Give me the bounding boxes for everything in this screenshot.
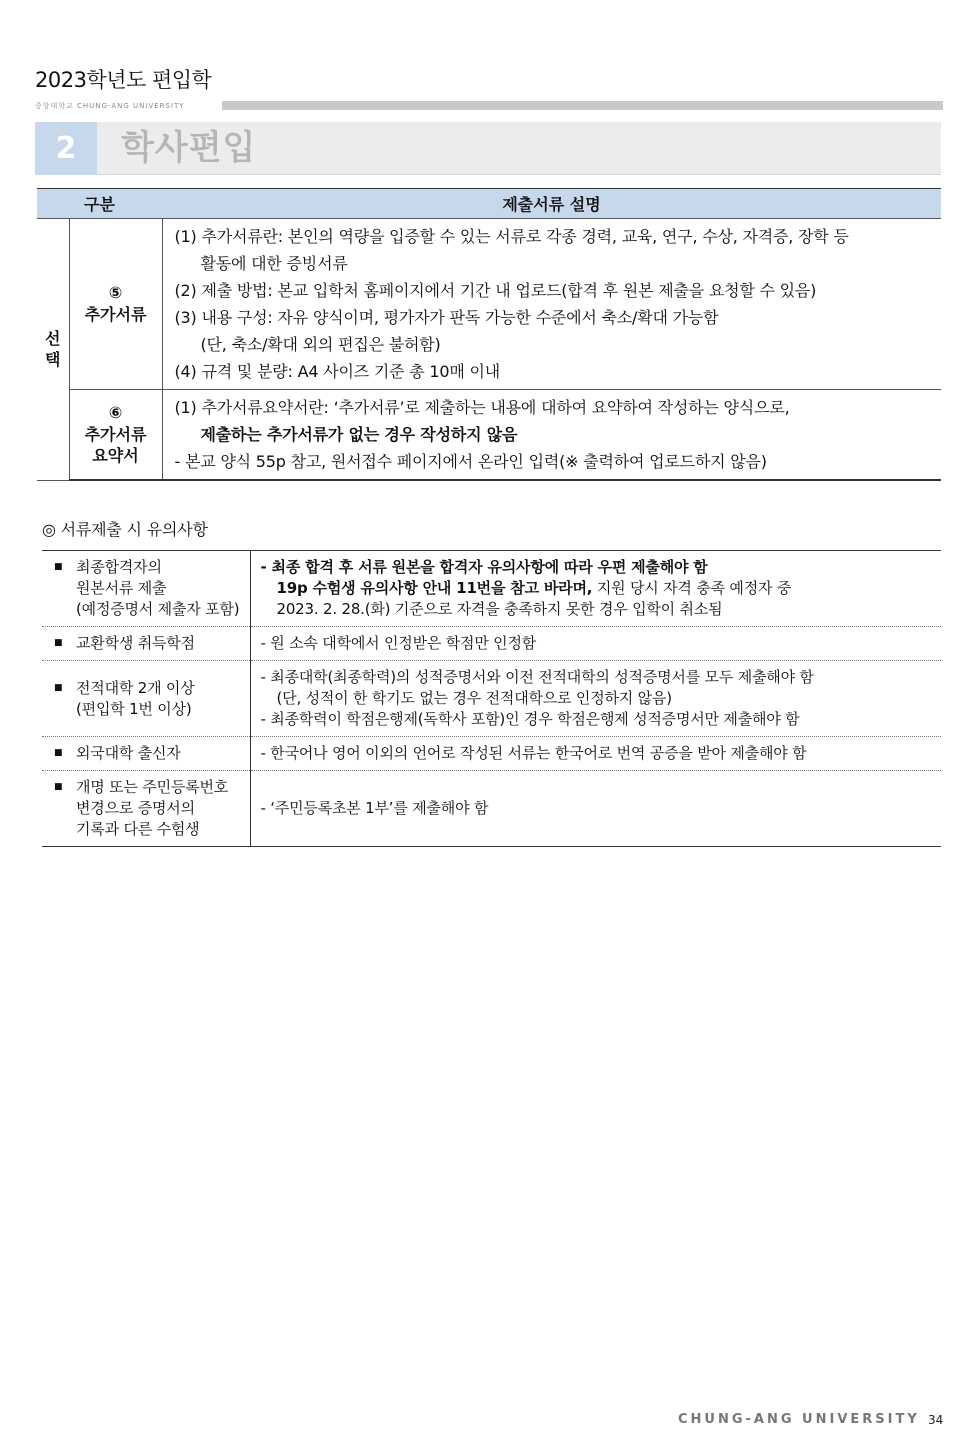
group-label-text: 택 [45,350,61,370]
notice-text [250,771,941,847]
category-text: 기록과 다른 수험생 [76,820,200,838]
notice-text [250,627,941,661]
notice-row [42,551,941,627]
notice-row [42,661,941,737]
description-line: - 본교 양식 55p 참고, 원서접수 페이지에서 온라인 입력(※ 출력하여 업로드하지 않음) [174,452,767,471]
notice-category [42,551,250,627]
category-line [54,633,250,654]
category-text: 원본서류 제출 [76,579,167,597]
notice-category [42,661,250,737]
notice-line [261,578,942,599]
bullet-icon: ■ [54,638,63,648]
notice-line-part: 지원 당시 자격 충족 예정자 중 [592,579,792,597]
item-label: 추가서류 [84,305,147,324]
notice-title: ◎ 서류제출 시 유의사항 [42,520,208,539]
notice-line-part: (단, 성적이 한 학기도 없는 경우 전적대학으로 인정하지 않음) [276,689,672,707]
category-text: 교환학생 취득학점 [76,634,195,652]
category-text: 전적대학 2개 이상 [76,678,195,697]
category-text: (편입학 1번 이상) [76,699,192,718]
category-text: 변경으로 증명서의 [76,799,195,817]
notice-line [261,633,942,654]
notice-line-part: - 최종 합격 후 서류 원본을 합격자 유의사항에 따라 우편 제출해야 함 [260,558,708,576]
item-additional-documents-summary [69,390,162,481]
header-description: 제출서류 설명 [162,189,941,219]
description-line: (단, 축소/확대 외의 편집은 불허함) [200,335,441,354]
table-header-row [37,189,941,219]
bullet-icon: ■ [54,682,63,693]
documents-table [37,188,941,481]
table-row [37,390,941,481]
document-title: 2023학년도 편입학 [35,68,212,92]
notice-line [261,743,942,764]
category-text: 최종합격자의 [76,558,162,576]
notice-line-part: 2023. 2. 28.(화) 기준으로 자격을 충족하지 못한 경우 입학이 취소됨 [276,600,723,618]
description-line: 활동에 대한 증빙서류 [200,254,348,273]
notice-line-part: - 최종대학(최종학력)의 성적증명서와 이전 전적대학의 성적증명서를 모두 제출해야 함 [260,668,814,686]
group-label-text: 선 [45,328,61,348]
bullet-icon: ■ [54,782,63,792]
notice-table [42,550,941,847]
notice-text [250,551,941,627]
description-cell [162,390,941,481]
category-text: (예정증명서 제출자 포함) [76,600,240,618]
item-label: ⑥ [108,403,123,423]
notice-row [42,627,941,661]
item-label: 요약서 [92,446,139,466]
item-label: ⑤ [108,283,123,303]
notice-line [261,709,942,730]
item-label: 추가서류 [84,424,147,444]
item-additional-documents [69,219,162,390]
description-line: (2) 제출 방법: 본교 입학처 홈페이지에서 기간 내 업로드(합격 후 원본 제출을 요청할 수 있음) [174,281,817,300]
notice-category [42,771,250,847]
category-line [54,743,250,764]
notice-row [42,771,941,847]
notice-line [261,599,942,620]
category-text: 개명 또는 주민등록번호 [76,778,229,796]
header-rule [222,101,943,110]
description-line: 제출하는 추가서류가 없는 경우 작성하지 않음 [200,425,518,444]
section-title: 학사편입 [121,128,257,168]
section-heading [35,122,941,175]
notice-line [261,667,942,688]
description-line: (1) 추가서류요약서란: ‘추가서류’로 제출하는 내용에 대하여 요약하여 작성하는 양식으로, [174,398,790,417]
notice-line-part: - 최종학력이 학점은행제(독학사 포함)인 경우 학점은행제 성적증명서만 제출해야 함 [260,710,800,728]
notice-row [42,737,941,771]
description-cell [162,219,941,390]
category-line [54,557,250,578]
description-line: (1) 추가서류란: 본인의 역량을 입증할 수 있는 서류로 각종 경력, 교육, 연구, 수상, 자격증, 장학 등 [174,227,849,246]
notice-line [261,688,942,709]
notice-line-part: - ‘주민등록초본 1부’를 제출해야 함 [260,799,489,817]
description-line: (4) 규격 및 분량: A4 사이즈 기준 총 10매 이내 [174,362,500,381]
notice-line [261,557,942,578]
notice-text [250,737,941,771]
category-line [54,678,250,699]
group-label-optional [37,219,69,481]
header-category: 구분 [37,189,162,219]
notice-category [42,737,250,771]
section-number: 2 [35,122,97,175]
category-line [54,777,250,798]
table-row [37,219,941,390]
notice-line-part: - 한국어나 영어 이외의 언어로 작성된 서류는 한국어로 번역 공증을 받아 제출해야 함 [260,744,807,762]
bullet-icon: ■ [54,748,63,758]
notice-category [42,627,250,661]
notice-line-part: - 원 소속 대학에서 인정받은 학점만 인정함 [260,634,537,652]
category-text: 외국대학 출신자 [76,744,181,762]
notice-text [250,661,941,737]
description-line: (3) 내용 구성: 자유 양식이며, 평가자가 판독 가능한 수준에서 축소/확대 가능함 [174,308,719,327]
notice-line-part: 19p 수험생 유의사항 안내 11번을 참고 바라며, [276,579,593,597]
footer-brand: CHUNG-ANG UNIVERSITY [678,1412,920,1427]
bullet-icon: ■ [54,562,63,572]
page-number: 34 [928,1413,944,1427]
university-wordmark: 중앙대학교 CHUNG-ANG UNIVERSITY [35,102,185,110]
notice-line [261,798,942,819]
